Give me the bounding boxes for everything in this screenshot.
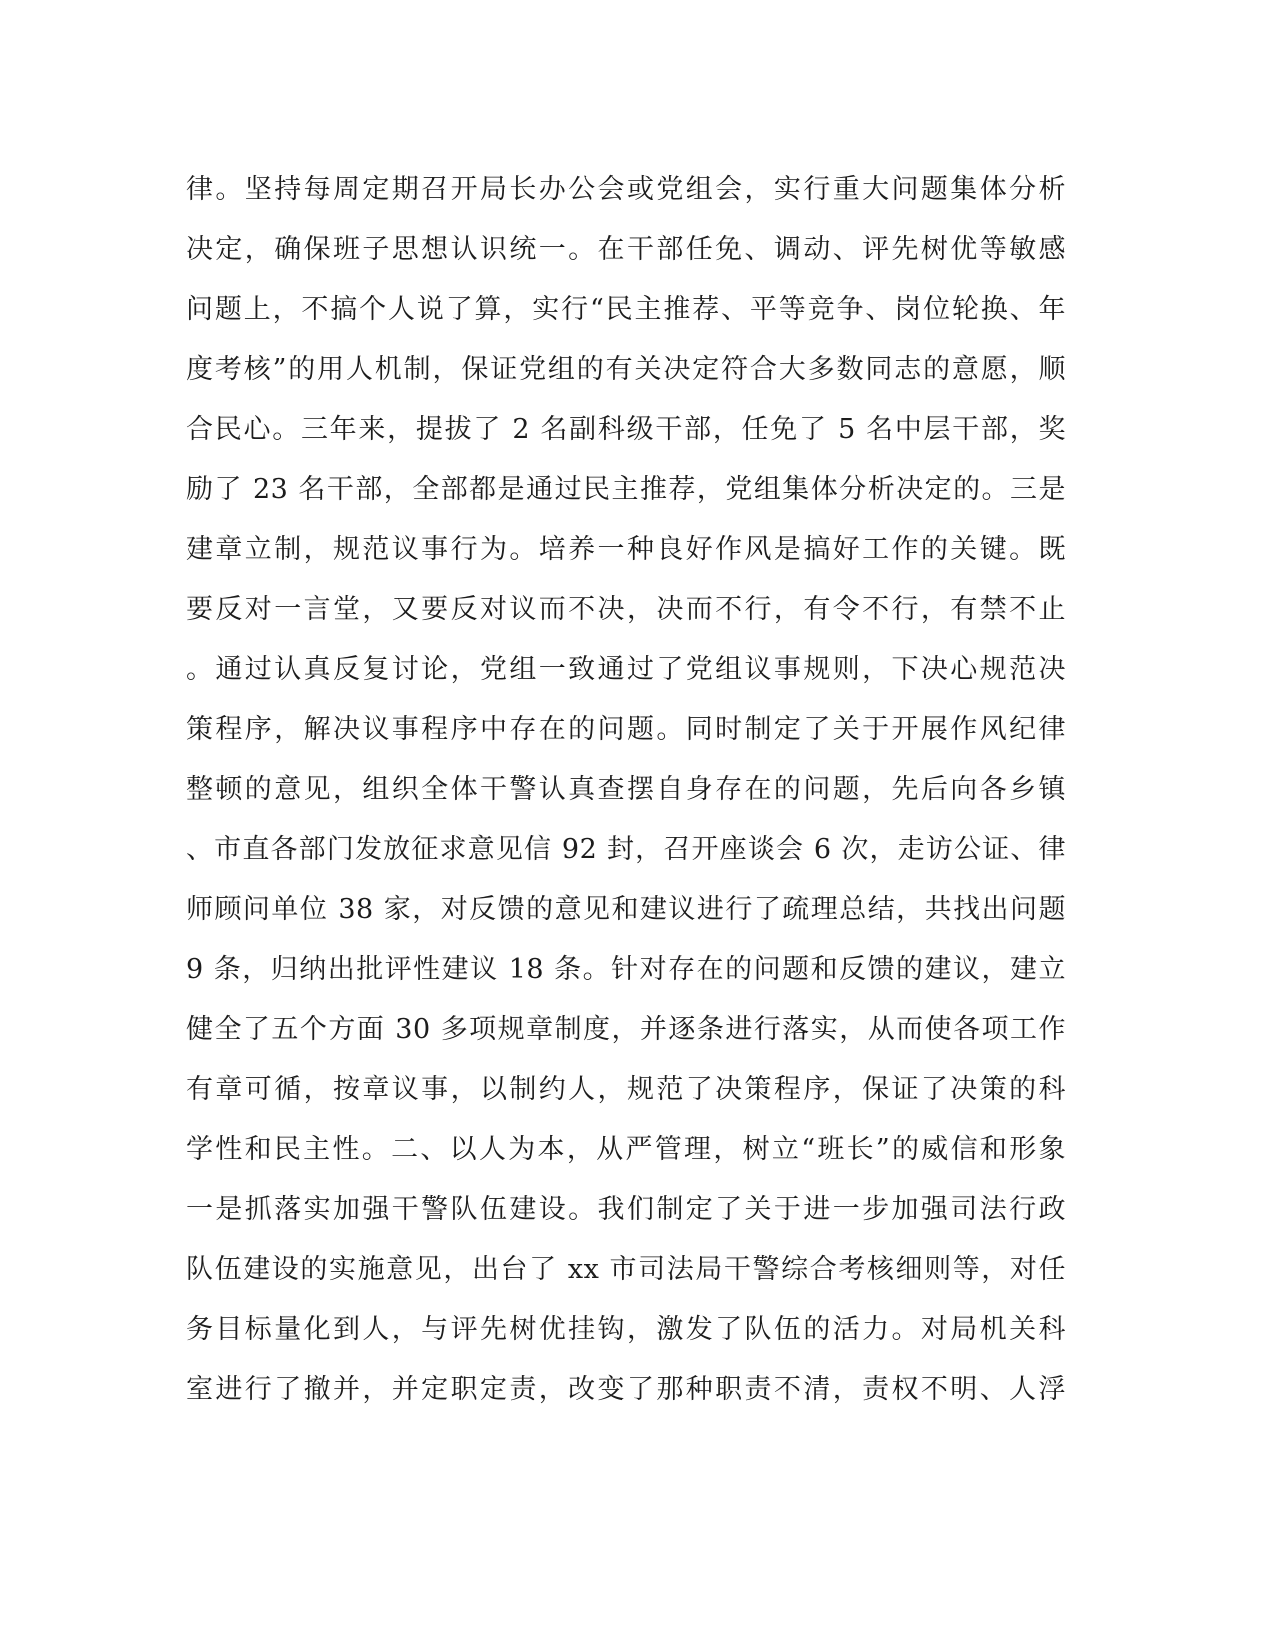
text-line-3: 问题上，不搞个人说了算，实行“民主推荐、平等竞争、岗位轮换、年 bbox=[186, 294, 1066, 325]
text-line-15: 健全了五个方面 30 多项规章制度，并逐条进行落实，从而使各项工作 bbox=[186, 1014, 1066, 1045]
text-line-5: 合民心。三年来，提拔了 2 名副科级干部，任免了 5 名中层干部，奖 bbox=[186, 414, 1066, 445]
text-line-2: 决定，确保班子思想认识统一。在干部任免、调动、评先树优等敏感 bbox=[186, 234, 1066, 265]
text-line-6: 励了 23 名干部，全部都是通过民主推荐，党组集体分析决定的。三是 bbox=[186, 474, 1066, 505]
text-line-13: 师顾问单位 38 家，对反馈的意见和建议进行了疏理总结，共找出问题 bbox=[186, 894, 1066, 925]
body-text bbox=[186, 160, 1066, 1420]
text-line-17: 学性和民主性。二、以人为本，从严管理，树立“班长”的威信和形象 bbox=[186, 1134, 1066, 1165]
text-line-20: 务目标量化到人，与评先树优挂钩，激发了队伍的活力。对局机关科 bbox=[186, 1314, 1066, 1345]
text-line-18: 一是抓落实加强干警队伍建设。我们制定了关于进一步加强司法行政 bbox=[186, 1194, 1066, 1225]
text-line-21: 室进行了撤并，并定职定责，改变了那种职责不清，责权不明、人浮 bbox=[186, 1374, 1066, 1405]
text-line-11: 整顿的意见，组织全体干警认真查摆自身存在的问题，先后向各乡镇 bbox=[186, 774, 1066, 805]
text-line-12: 、市直各部门发放征求意见信 92 封，召开座谈会 6 次，走访公证、律 bbox=[186, 834, 1066, 865]
text-line-10: 策程序，解决议事程序中存在的问题。同时制定了关于开展作风纪律 bbox=[186, 714, 1066, 745]
text-line-8: 要反对一言堂，又要反对议而不决，决而不行，有令不行，有禁不止 bbox=[186, 594, 1066, 625]
text-line-19: 队伍建设的实施意见，出台了 xx 市司法局干警综合考核细则等，对任 bbox=[186, 1254, 1066, 1285]
text-line-7: 建章立制，规范议事行为。培养一种良好作风是搞好工作的关键。既 bbox=[186, 534, 1066, 565]
text-line-9: 。通过认真反复讨论，党组一致通过了党组议事规则，下决心规范决 bbox=[186, 654, 1066, 685]
text-line-16: 有章可循，按章议事，以制约人，规范了决策程序，保证了决策的科 bbox=[186, 1074, 1066, 1105]
text-line-4: 度考核”的用人机制，保证党组的有关决定符合大多数同志的意愿，顺 bbox=[186, 354, 1066, 385]
text-line-1: 律。坚持每周定期召开局长办公会或党组会，实行重大问题集体分析 bbox=[186, 174, 1066, 205]
text-line-14: 9 条，归纳出批评性建议 18 条。针对存在的问题和反馈的建议，建立 bbox=[186, 954, 1066, 985]
